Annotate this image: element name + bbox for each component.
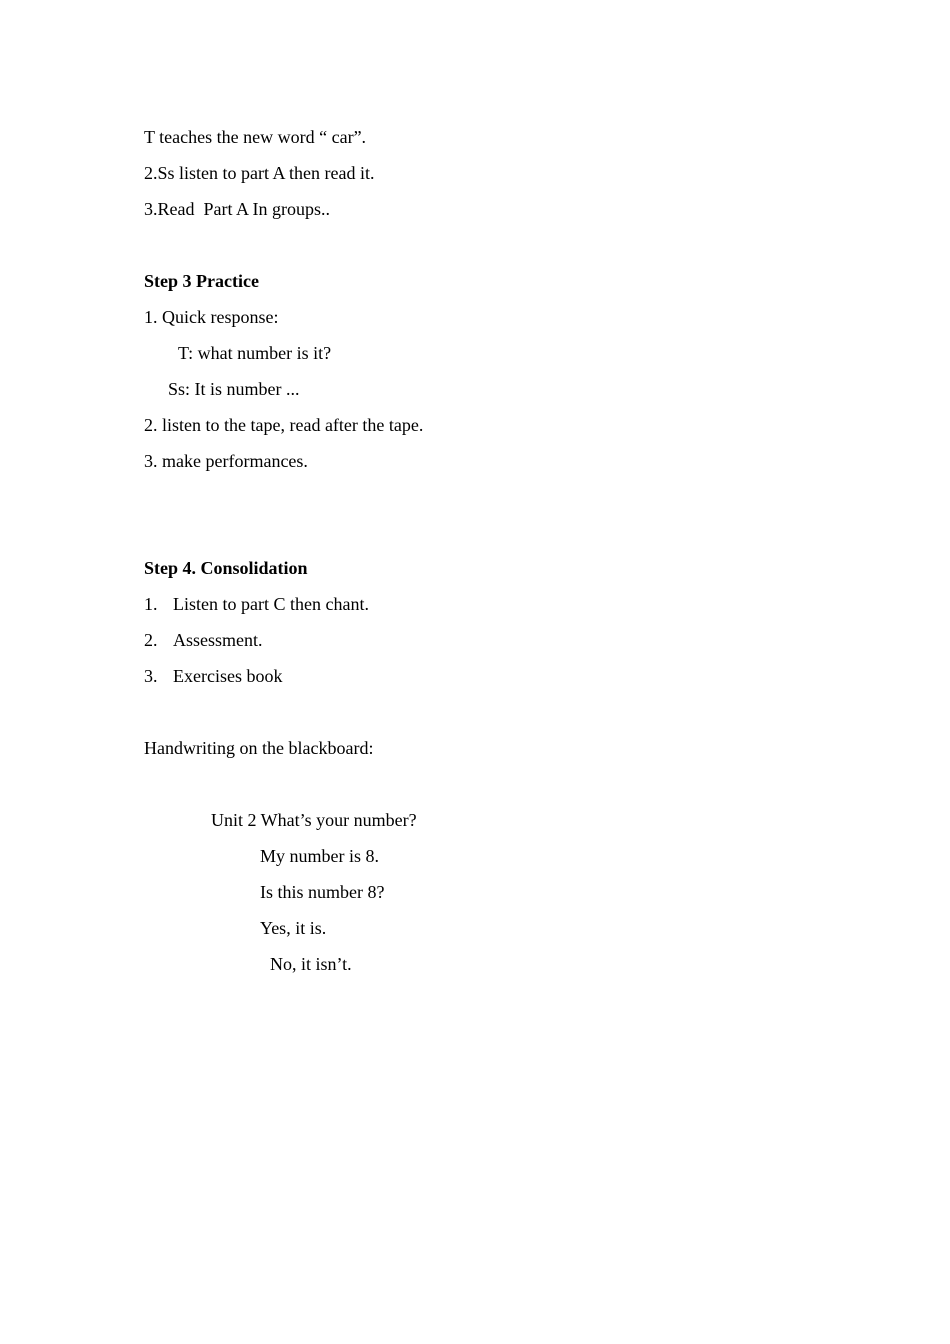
- step3-item-1: 1. Quick response:: [144, 307, 279, 327]
- blackboard-title: Unit 2 What’s your number?: [211, 810, 417, 830]
- blackboard-label: Handwriting on the blackboard:: [144, 738, 374, 758]
- blackboard-line-4: No, it isn’t.: [270, 954, 352, 974]
- intro-line-2: 2.Ss listen to part A then read it.: [144, 163, 375, 183]
- step4-item-2-number: 2.: [144, 630, 158, 650]
- step3-heading: Step 3 Practice: [144, 271, 259, 291]
- step3-item-2: 2. listen to the tape, read after the tape.: [144, 415, 424, 435]
- step3-item-3: 3. make performances.: [144, 451, 308, 471]
- step4-item-1-text: Listen to part C then chant.: [173, 594, 369, 614]
- blackboard-line-3: Yes, it is.: [260, 918, 327, 938]
- step4-item-2-text: Assessment.: [173, 630, 263, 650]
- blackboard-line-2: Is this number 8?: [260, 882, 385, 902]
- step4-item-3-number: 3.: [144, 666, 158, 686]
- step3-dialog-students: Ss: It is number ...: [168, 379, 300, 399]
- step4-heading: Step 4. Consolidation: [144, 558, 308, 578]
- intro-line-3: 3.Read Part A In groups..: [144, 199, 330, 219]
- intro-line-1: T teaches the new word “ car”.: [144, 127, 367, 147]
- step3-dialog-teacher: T: what number is it?: [178, 343, 332, 363]
- step4-item-3-text: Exercises book: [173, 666, 283, 686]
- blackboard-line-1: My number is 8.: [260, 846, 379, 866]
- step4-item-1-number: 1.: [144, 594, 158, 614]
